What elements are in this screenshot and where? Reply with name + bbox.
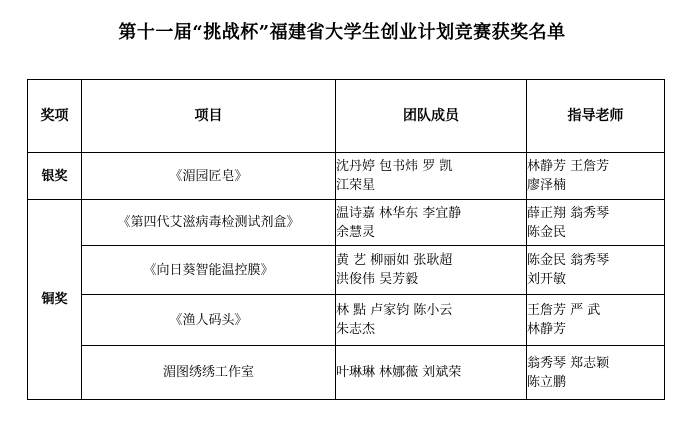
awards-table <box>27 79 665 400</box>
header-award: 奖项 <box>28 80 82 153</box>
project-name: 湄图绣绣工作室 <box>82 346 336 400</box>
team-line: 林 點 卢家钧 陈小云 <box>336 303 453 318</box>
advisor-line: 林静芳 王詹芳 <box>527 159 610 174</box>
team-members <box>336 153 527 200</box>
award-bronze: 铜奖 <box>28 200 82 400</box>
team-members <box>336 200 527 246</box>
project-name: 《向日葵智能温控膜》 <box>82 246 336 295</box>
team-line: 朱志杰 <box>336 322 376 337</box>
table-row <box>28 200 665 246</box>
table-row <box>28 246 665 295</box>
team-line: 沈丹婷 包书炜 罗 凯 <box>336 159 453 174</box>
advisor-line: 薛正翔 翁秀琴 <box>527 205 610 221</box>
advisors <box>527 153 665 200</box>
team-members <box>336 246 527 295</box>
advisor-line: 刘开敏 <box>527 272 567 287</box>
team-line: 温诗嘉 林华东 李宜静 <box>336 205 462 221</box>
table-header-row <box>28 80 665 153</box>
award-silver: 银奖 <box>28 153 82 200</box>
table-row <box>28 295 665 346</box>
advisor-line: 翁秀琴 郑志颖 <box>527 355 610 371</box>
team-line: 叶琳琳 林娜薇 刘斌荣 <box>336 365 462 380</box>
document-title: 第十一届“挑战杯”福建省大学生创业计划竞赛获奖名单 <box>118 22 566 43</box>
advisor-line: 王詹芳 严 武 <box>527 303 601 318</box>
advisors <box>527 246 665 295</box>
advisors <box>527 200 665 246</box>
header-team: 团队成员 <box>336 80 527 153</box>
advisor-line: 陈立鹏 <box>527 374 567 390</box>
advisors <box>527 295 665 346</box>
table-row <box>28 153 665 200</box>
advisor-line: 林静芳 <box>527 322 567 337</box>
advisor-line: 陈金民 <box>527 224 567 240</box>
table-row <box>28 346 665 400</box>
team-line: 余慧灵 <box>336 224 376 240</box>
team-members <box>336 346 527 400</box>
project-name: 《渔人码头》 <box>82 295 336 346</box>
team-line: 江荣星 <box>336 178 376 193</box>
header-advisor: 指导老师 <box>527 80 665 153</box>
team-line: 黄 艺 柳丽如 张耿超 <box>336 253 453 268</box>
advisors <box>527 346 665 400</box>
project-name: 《湄园匠皂》 <box>82 153 336 200</box>
team-line: 洪俊伟 吴芳毅 <box>336 272 419 287</box>
advisor-line: 陈金民 翁秀琴 <box>527 253 610 268</box>
project-name: 《第四代艾滋病毒检测试剂盒》 <box>82 200 336 246</box>
team-members <box>336 295 527 346</box>
header-project: 项目 <box>82 80 336 153</box>
advisor-line: 廖泽楠 <box>527 178 567 193</box>
